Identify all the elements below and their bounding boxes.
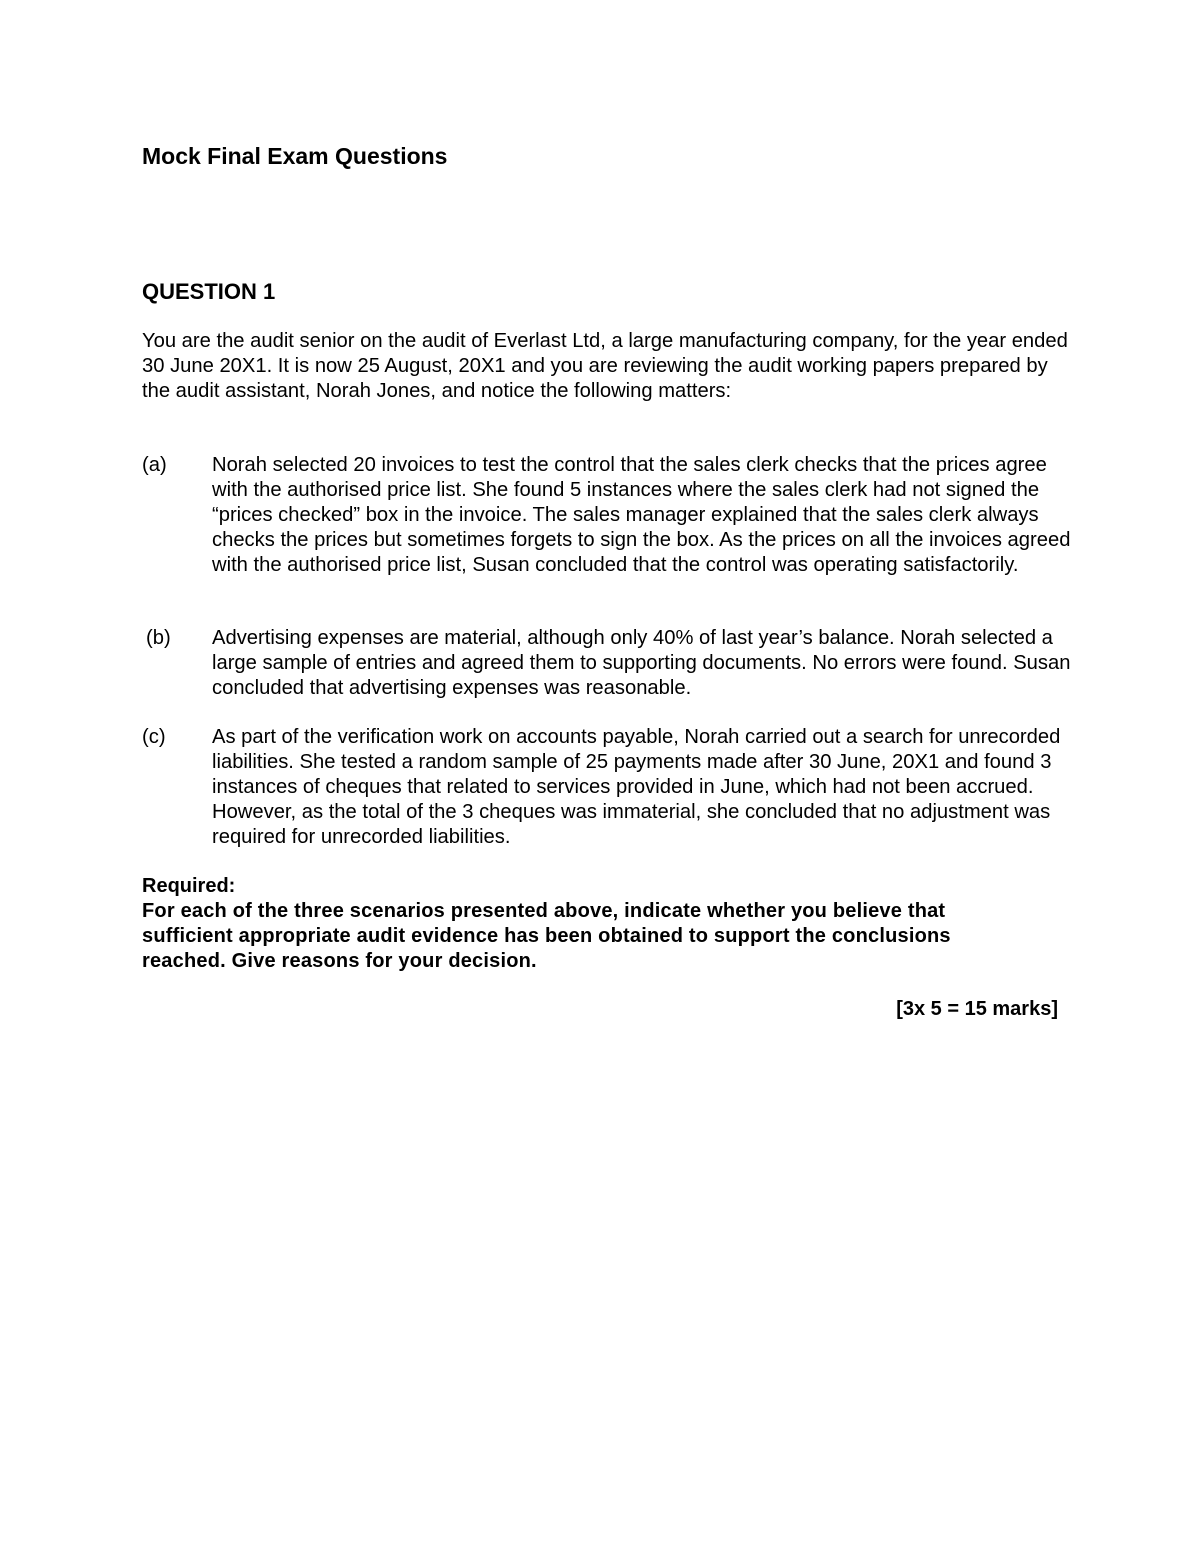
scenario-text: Norah selected 20 invoices to test the control that the sales clerk checks that the prices agree with the authorised price list. She found 5 instances where the sales clerk had not signed the “prices checked” box in the invoice. The sales manager explained that the sales clerk always checks the prices but sometimes forgets to sign the box. As the prices on all the invoices agreed with the authorised price list, Susan concluded that the control was operating satisfactorily. bbox=[212, 454, 1071, 576]
required-instructions: For each of the three scenarios presented above, indicate whether you believe that sufficient appropriate audit evidence has been obtained to support the conclusions reached. Give reasons for your decision. bbox=[142, 900, 951, 972]
scenario-text: Advertising expenses are material, although only 40% of last year’s balance. Norah selected a large sample of entries and agreed them to supporting documents. No errors were found. Susan concluded that advertising expenses was reasonable. bbox=[212, 627, 1071, 699]
required-label: Required: bbox=[142, 875, 236, 897]
scenario-a bbox=[142, 453, 1082, 603]
scenario-b bbox=[142, 626, 1082, 701]
question-heading: QUESTION 1 bbox=[142, 279, 276, 304]
intro-paragraph: You are the audit senior on the audit of Everlast Ltd, a large manufacturing company, for the year ended 30 June 20X1. It is now 25 August, 20X1 and you are reviewing the audit working papers prepared by the audit assistant, Norah Jones, and notice the following matters: bbox=[142, 330, 1068, 402]
scenario-c bbox=[142, 725, 1082, 850]
scenario-text: As part of the verification work on accounts payable, Norah carried out a search for unrecorded liabilities. She tested a random sample of 25 payments made after 30 June, 20X1 and found 3 instances of cheques that related to services provided in June, which had not been accrued. However, as the total of the 3 cheques was immaterial, she concluded that no adjustment was required for unrecorded liabilities. bbox=[212, 726, 1061, 848]
document-title: Mock Final Exam Questions bbox=[142, 143, 448, 169]
scenario-label: (a) bbox=[142, 454, 167, 476]
scenario-label: (b) bbox=[146, 627, 171, 649]
marks-allocation: [3x 5 = 15 marks] bbox=[896, 998, 1058, 1020]
scenario-label: (c) bbox=[142, 726, 166, 748]
